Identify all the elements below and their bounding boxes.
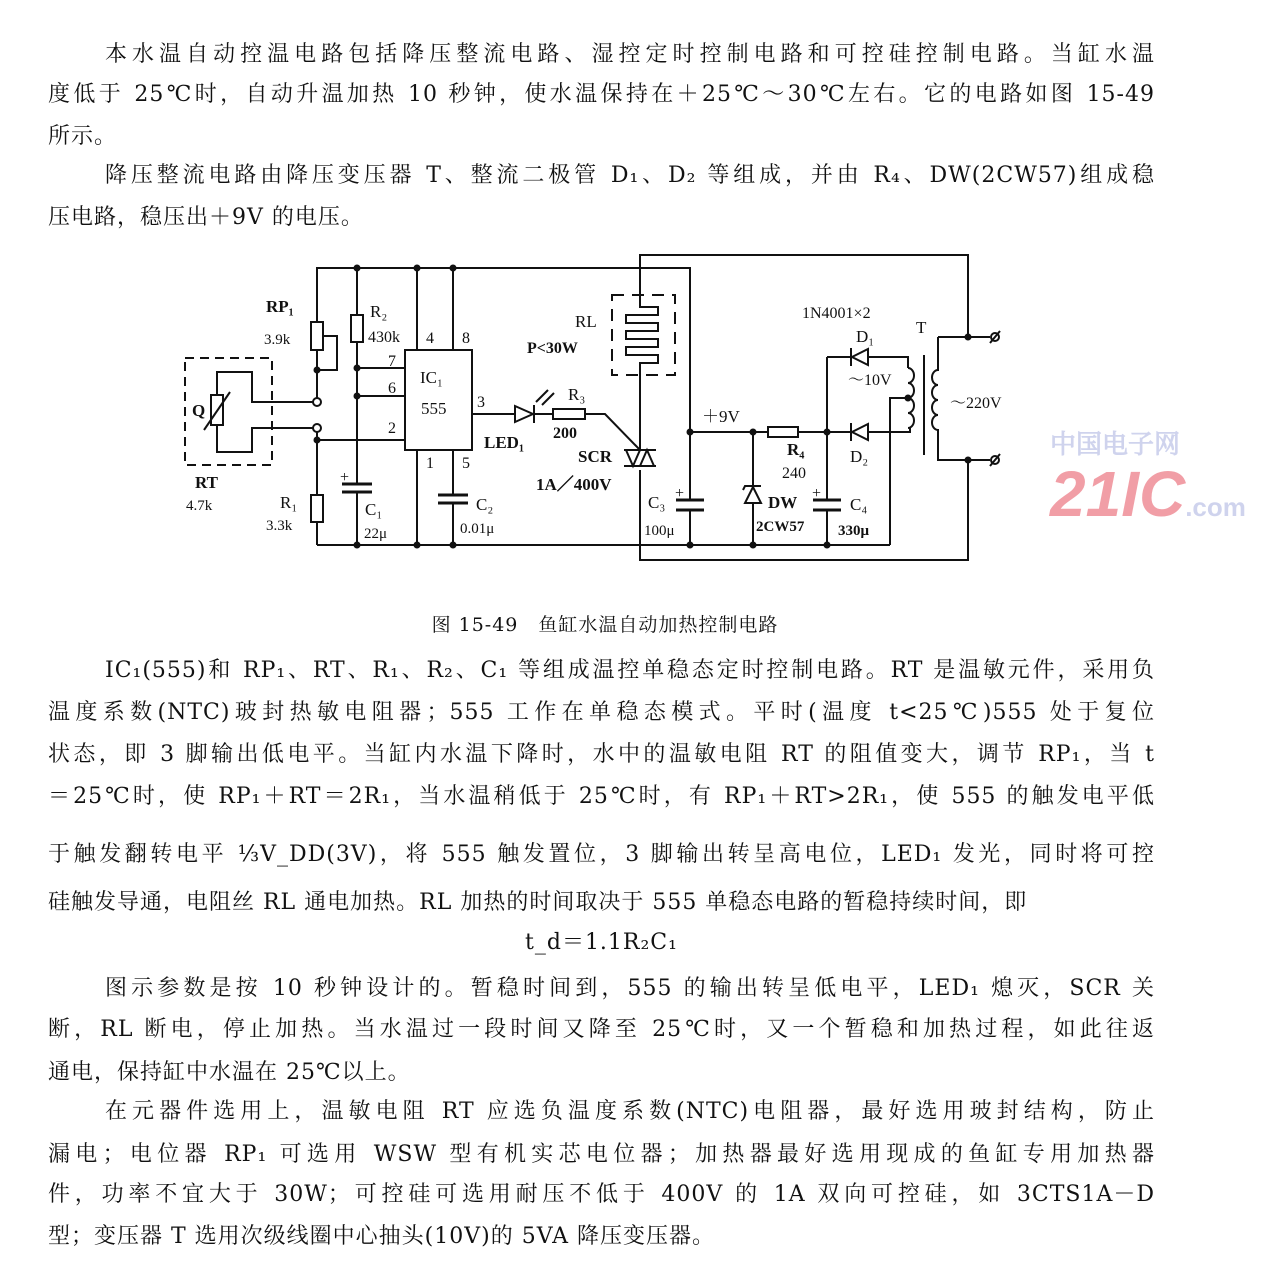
label-r4: R₄ [787,440,805,459]
label-t: T [916,318,927,337]
pin-2: 2 [388,420,396,437]
label-c3: C₃ [648,493,666,512]
paragraph-line: ＝25℃时，使 RP₁＋RT＝2R₁，当水温稍低于 25℃时，有 RP₁＋RT>2R₁，使 555 的触发电平低 [48,784,1155,809]
label-ic1: IC₁ [420,368,443,387]
paragraph-line: 压电路，稳压出＋9V 的电压。 [48,205,364,230]
paragraph-line: IC₁(555)和 RP₁、RT、R₁、R₂、C₁ 等组成温控单稳态定时控制电路。RT 是温敏元件，采用负 [105,658,1155,683]
dw-zener [745,487,761,503]
paragraph-line: 温度系数(NTC)玻封热敏电阻器；555 工作在单稳态模式。平时(温度 t<25℃)555 处于复位 [48,700,1155,725]
wire-center-tap [890,398,908,545]
c4-plus: + [812,485,822,502]
label-c2: C₂ [476,495,494,514]
label-c1: C₁ [365,500,383,519]
paragraph-line: 本水温自动控温电路包括降压整流电路、湿控定时控制电路和可控硅控制电路。当缸水温 [105,42,1155,67]
paragraph-line: 度低于 25℃时，自动升温加热 10 秒钟，使水温保持在＋25℃～30℃左右。它的电路如图 15-49 [48,82,1155,107]
label-plus-9v: ＋9V [702,407,740,426]
label-rl: RL [575,312,597,331]
label-r4-value: 240 [782,465,806,482]
label-rp1: RP₁ [266,297,294,316]
label-dw: DW [768,493,798,512]
r1-resistor [311,495,323,522]
label-r3: R₃ [568,385,586,404]
label-q: Q [192,401,206,420]
scr-triac-b [640,450,654,466]
r3-resistor [553,409,585,419]
label-r3-value: 200 [553,425,577,442]
label-scr-rating: 1A／400V [536,475,612,494]
pin-7: 7 [388,353,396,370]
paragraph-line: 图示参数是按 10 秒钟设计的。暂稳时间到，555 的输出转呈低电平，LED₁ 熄灭，SCR 关 [105,976,1155,1001]
terminal [313,398,321,406]
label-10v: ～10V [848,372,892,389]
paragraph-line: 型；变压器 T 选用次级线圈中心抽头(10V)的 5VA 降压变压器。 [48,1224,715,1249]
paragraph-line: 件，功率不宜大于 30W；可控硅可选用耐压不低于 400V 的 1A 双向可控硅，如 3CTS1A－D [48,1182,1155,1207]
c1-plus: + [340,469,350,486]
paragraph-line: 在元器件选用上，温敏电阻 RT 应选负温度系数(NTC)电阻器，最好选用玻封结构，防止 [105,1099,1155,1124]
pin-6: 6 [388,380,396,397]
wire [217,372,313,402]
wire-top-rail [317,268,690,432]
terminal [313,424,321,432]
c3-plus: + [675,485,685,502]
formula: t_d＝1.1R₂C₁ [525,930,678,955]
wire [217,425,313,452]
pin-3: 3 [477,394,485,411]
pin-5: 5 [462,455,470,472]
label-c4-value: 330μ [838,523,870,539]
paragraph-line: 通电，保持缸中水温在 25℃以上。 [48,1060,411,1085]
label-d1: D₁ [856,327,875,346]
paragraph-line: 所示。 [48,124,118,149]
label-r1-value: 3.3k [266,518,293,534]
label-r2: R₂ [370,302,388,321]
label-d2: D₂ [850,447,869,466]
scr-triac [626,450,640,466]
label-dw-type: 2CW57 [756,519,805,535]
label-c2-value: 0.01μ [460,521,495,537]
led1-diode [515,406,533,422]
label-led1: LED₁ [484,433,525,452]
label-rt: RT [195,473,219,492]
label-c3-value: 100μ [644,523,675,539]
pin-1: 1 [426,455,434,472]
label-c1-value: 22μ [364,526,388,542]
label-c4: C₄ [850,495,868,514]
paragraph-line: 降压整流电路由降压变压器 T、整流二极管 D₁、D₂ 等组成，并由 R₄、DW(2CW57)组成稳 [105,163,1155,188]
paragraph-line: 状态，即 3 脚输出低电平。当缸内水温下降时，水中的温敏电阻 RT 的阻值变大，调节 RP₁，当 t [48,742,1155,767]
paragraph-line: 于触发翻转电平 ⅓V_DD(3V)，将 555 触发置位，3 脚输出转呈高电位，LED₁ 发光，同时将可控 [48,842,1155,867]
label-ic-type: 555 [421,399,447,418]
paragraph-line: 漏电；电位器 RP₁ 可选用 WSW 型有机实芯电位器；加热器最好选用现成的鱼缸专用加热器 [48,1142,1155,1167]
label-rl-power: P<30W [527,340,578,357]
label-scr: SCR [578,447,613,466]
label-r1: R₁ [280,493,298,512]
r4-resistor [768,427,798,437]
d1-diode [852,349,868,365]
pin-4: 4 [426,330,434,347]
r2-resistor [351,315,363,342]
label-rt-value: 4.7k [186,498,213,514]
label-diodes: 1N4001×2 [802,305,871,322]
label-r2-value: 430k [368,329,400,346]
paragraph-line: 断，RL 断电，停止加热。当水温过一段时间又降至 25℃时，又一个暂稳和加热过程，如此往返 [48,1017,1155,1042]
pin-8: 8 [462,330,470,347]
label-220v: ～220V [950,395,1002,412]
label-rp1-value: 3.9k [264,332,291,348]
figure-caption: 图 15-49 鱼缸水温自动加热控制电路 [431,614,779,636]
paragraph-line: 硅触发导通，电阻丝 RL 通电加热。RL 加热的时间取决于 555 单稳态电路的暂稳持续时间，即 [48,890,1028,915]
rp1-potentiometer [311,322,323,350]
watermark-logo: 中国电子网 21IC.com [1050,429,1246,530]
circuit-diagram [0,0,1280,600]
d2-diode [852,424,868,440]
